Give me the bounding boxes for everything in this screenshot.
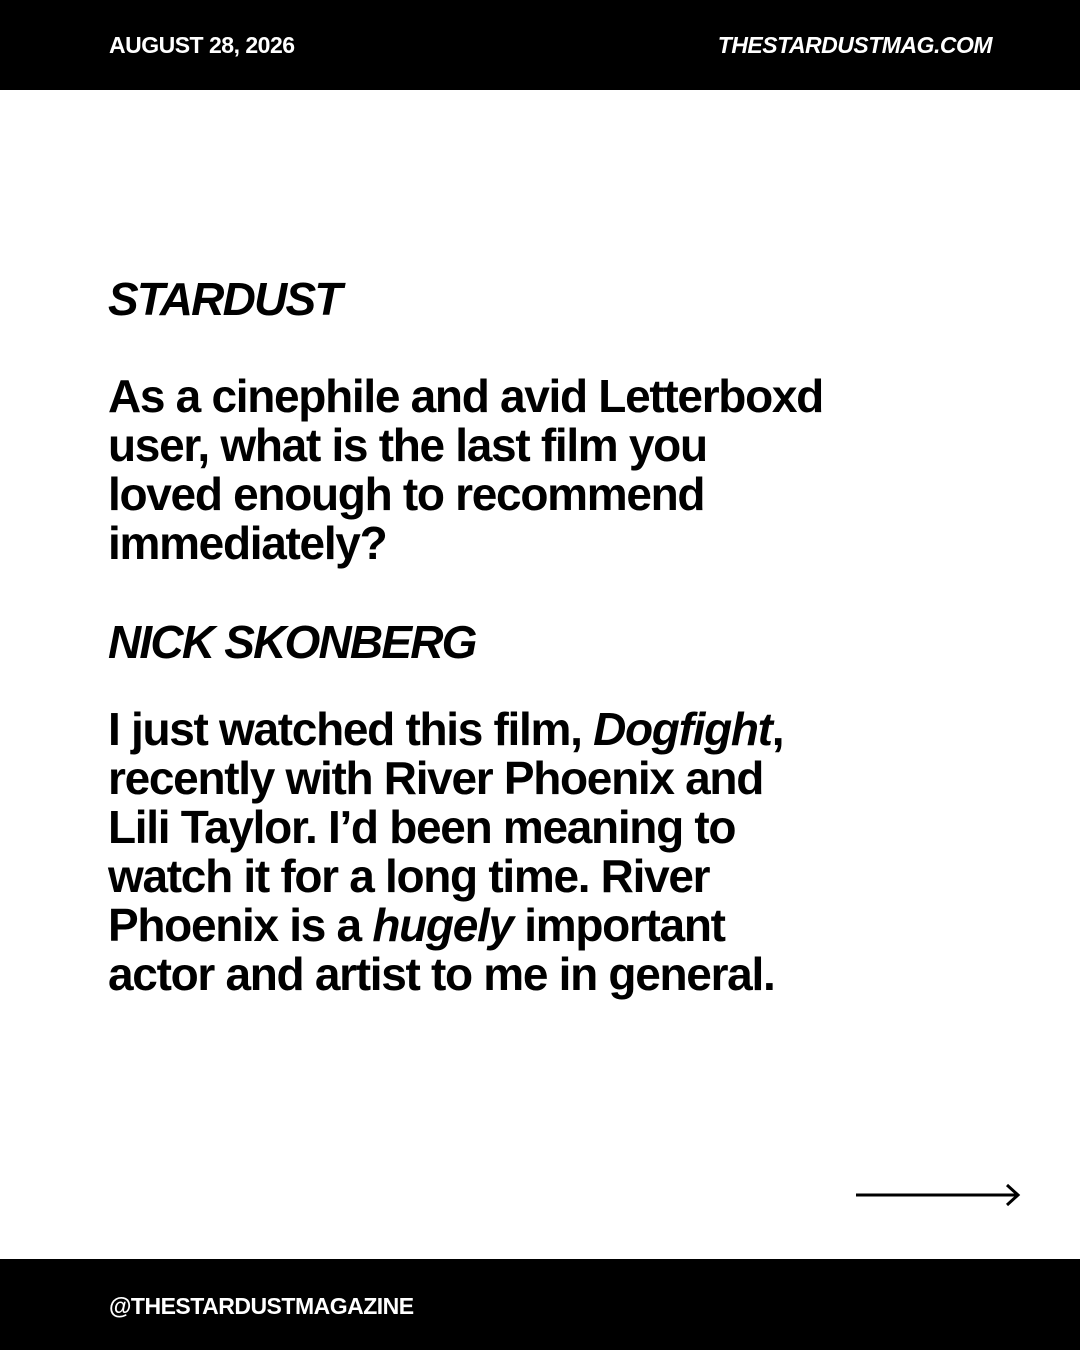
question-text: As a cinephile and avid Letterboxd user, what is the last film you loved enough to recommend immediately? [108, 370, 823, 569]
right-arrow-icon [855, 1182, 1021, 1208]
top-bar [0, 0, 1080, 90]
interview-content [108, 270, 828, 999]
film-title: Dogfight [593, 703, 772, 755]
publish-date: AUGUST 28, 2026 [109, 32, 295, 58]
answer-emphasis: hugely [372, 899, 513, 951]
answer-text-part-2: , recently with River Phoenix and Lili Taylor. I’d been meaning to watch it for a long time. River Phoenix is a [108, 703, 784, 951]
answer-text-part-1: I just watched this film, [108, 703, 594, 755]
question-speaker: STARDUST [108, 273, 341, 325]
site-url[interactable]: THESTARDUSTMAG.COM [717, 32, 992, 58]
bottom-bar [0, 1259, 1080, 1350]
next-slide-button[interactable] [855, 1182, 1021, 1208]
answer-speaker: NICK SKONBERG [108, 616, 476, 668]
answer-text [108, 705, 828, 999]
social-handle[interactable]: @THESTARDUSTMAGAZINE [109, 1293, 414, 1319]
answer-text-part-3: important actor and artist to me in general. [108, 899, 775, 1000]
